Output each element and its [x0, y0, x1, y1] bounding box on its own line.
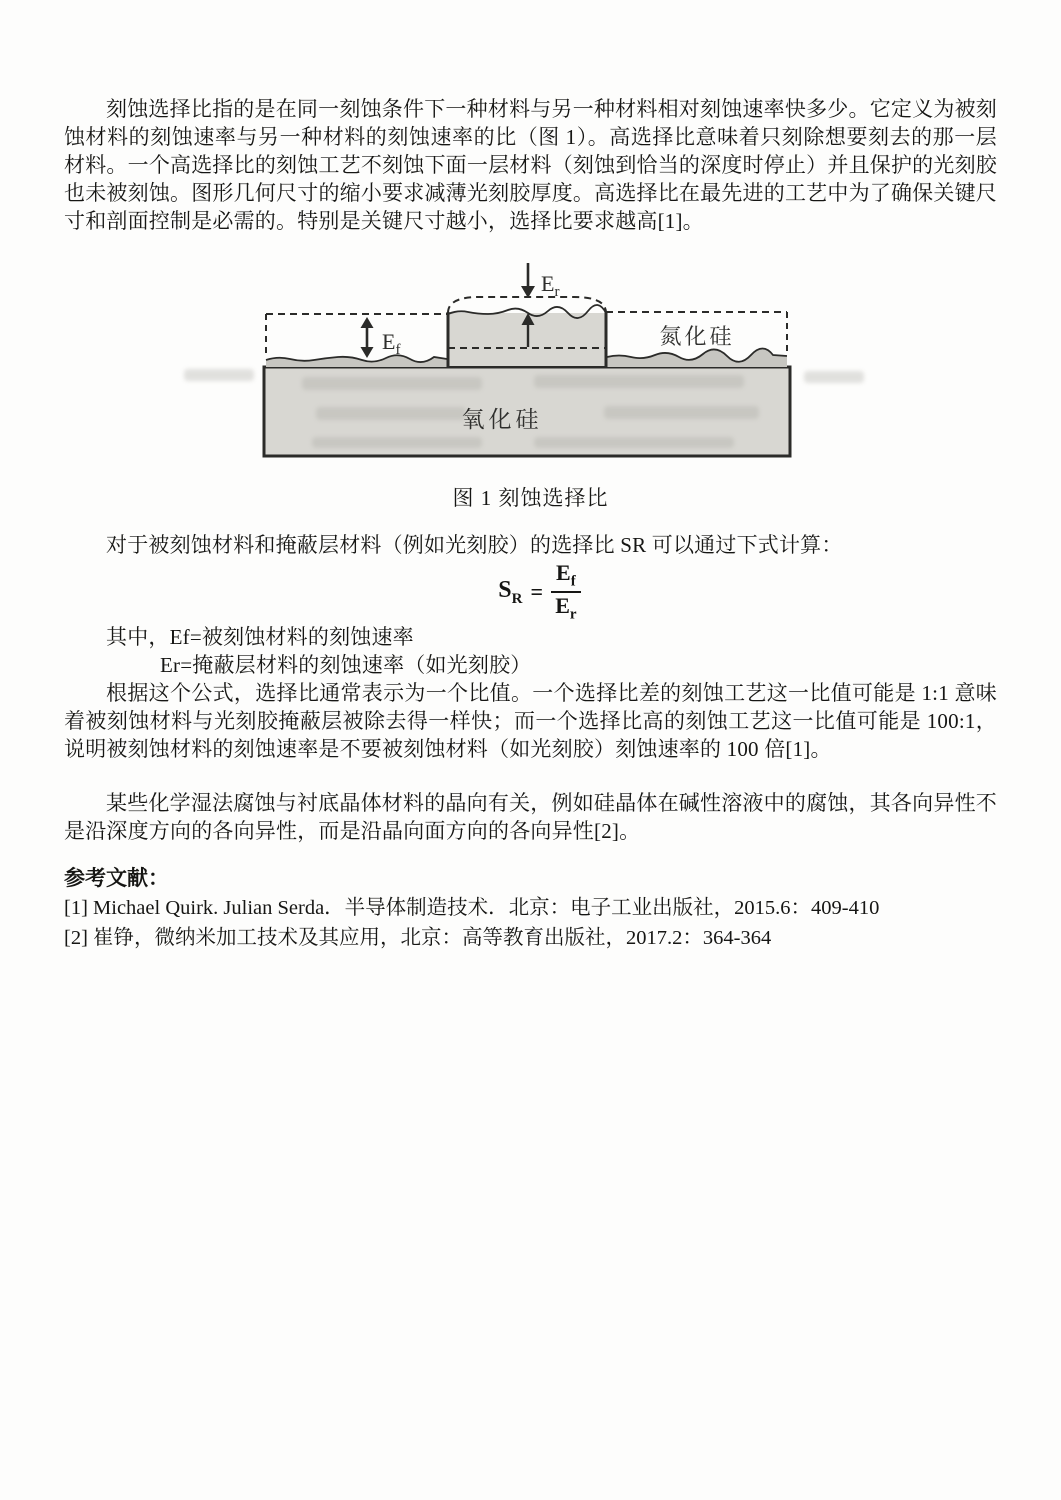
original-resist-dome-dashed — [448, 297, 606, 313]
selectivity-formula — [64, 559, 997, 623]
mesa-protected-region — [448, 297, 606, 367]
paragraph-wet-etch-anisotropy: 某些化学湿法腐蚀与衬底晶体材料的晶向有关，例如硅晶体在碱性溶液中的腐蚀，其各向异性不是沿深度方向的各向异性，而是沿晶向面方向的各向异性[2]。 — [64, 791, 997, 843]
nitride-strip-right — [607, 349, 787, 368]
where-definition-ef: 其中，Ef=被刻蚀材料的刻蚀速率 — [106, 625, 414, 649]
paragraph-ratio-explanation: 根据这个公式，选择比通常表示为一个比值。一个选择比差的刻蚀工艺这一比值可能是 1:1 意味着被刻蚀材料与光刻胶掩蔽层被除去得一样快；而一个选择比高的刻蚀工艺这一比值可能是 100:1，说明被刻蚀材料的刻蚀速率是不要被刻蚀材料（如光刻胶）刻蚀速率的 100 倍[1]。 — [64, 681, 997, 761]
reference-item-1: [1] Michael Quirk. Julian Serda．半导体制造技术．北京：电子工业出版社，2015.6：409-410 — [64, 897, 880, 919]
er-label: $E_r$ — [541, 271, 560, 300]
formula-fraction — [551, 561, 581, 623]
page-content — [64, 95, 997, 953]
where-definition-er: Er=掩蔽层材料的刻蚀速率（如光刻胶） — [160, 653, 532, 677]
nitride-label: 氮化硅 — [659, 324, 735, 349]
er-down-arrow-icon — [521, 263, 535, 298]
reference-item-2: [2] 崔铮，微纳米加工技术及其应用，北京：高等教育出版社，2017.2：364-364 — [64, 927, 772, 949]
references-heading: 参考文献： — [64, 867, 169, 890]
oxide-label: 氧化硅 — [461, 407, 543, 432]
ef-double-arrow-icon — [361, 317, 374, 358]
formula-numerator: $E_f$ — [551, 561, 581, 593]
formula-sr-term: $S_R$ — [498, 576, 523, 607]
formula-denominator: $E_r$ — [555, 593, 577, 623]
figure-etch-selectivity — [64, 251, 997, 459]
etch-cross-section-diagram — [64, 251, 997, 459]
nitride-strip-left — [266, 355, 447, 367]
paragraph-sr-intro: 对于被刻蚀材料和掩蔽层材料（例如光刻胶）的选择比 SR 可以通过下式计算： — [106, 533, 843, 557]
formula-equals-sign: = — [530, 579, 544, 604]
ef-label: $E_f$ — [382, 329, 401, 358]
figure-caption: 图 1 刻蚀选择比 — [452, 486, 609, 510]
paragraph-etch-selectivity-intro: 刻蚀选择比指的是在同一刻蚀条件下一种材料与另一种材料相对刻蚀速率快多少。它定义为被刻蚀材料的刻蚀速率与另一种材料的刻蚀速率的比（图 1）。高选择比意味着只刻除想要刻去的那一层材料。一个高选择比的刻蚀工艺不刻蚀下面一层材料（刻蚀到恰当的深度时停止）并且保护的光刻胶也未被刻蚀。图形几何尺寸的缩小要求减薄光刻胶厚度。高选择比在最先进的工艺中为了确保关键尺寸和剖面控制是必需的。特别是关键尺寸越小，选择比要求越高[1]。 — [64, 97, 997, 233]
